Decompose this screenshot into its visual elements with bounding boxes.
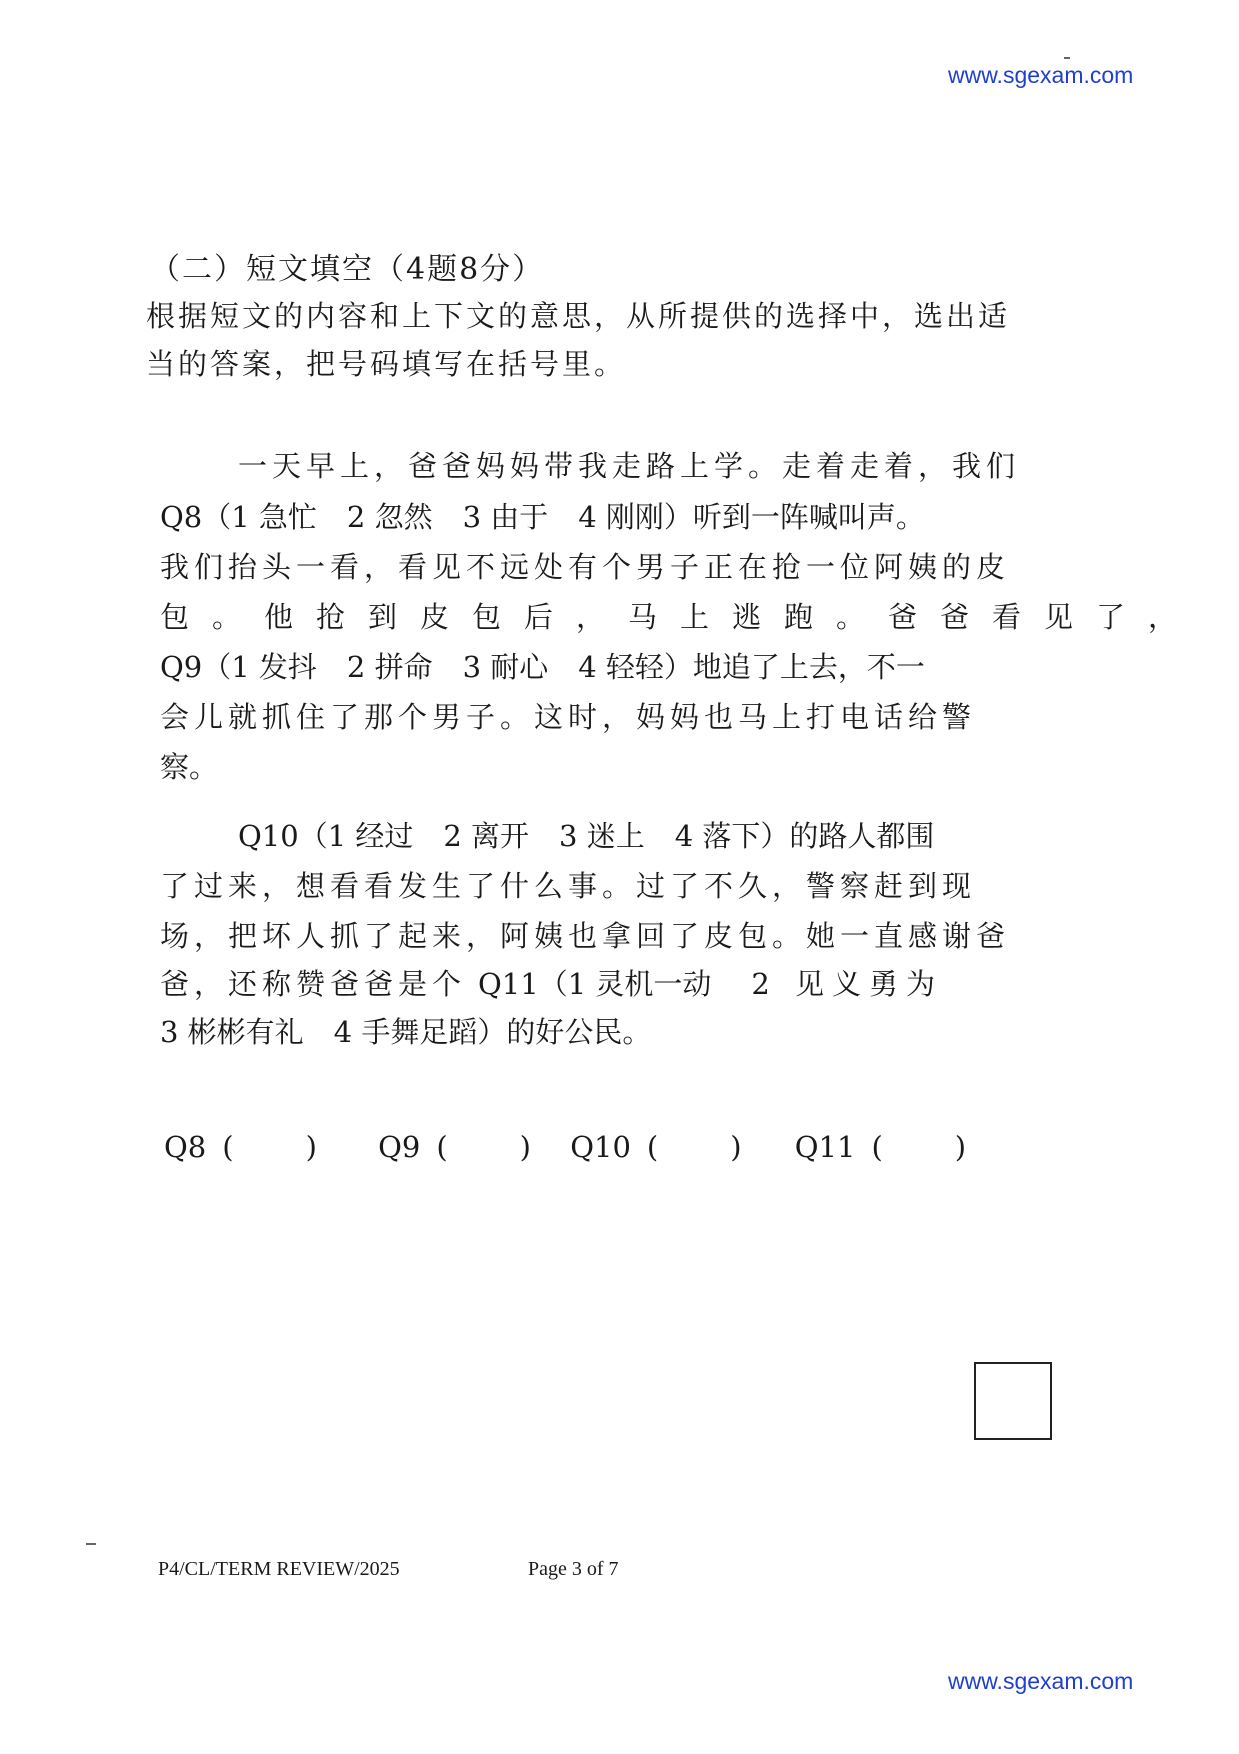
passage-text: 的好公民。: [506, 1015, 652, 1049]
passage-text: 听到一阵喊叫声。: [692, 500, 925, 534]
option: 4 落下）: [674, 819, 790, 853]
watermark-top: www.sgexam.com: [948, 62, 1134, 88]
option: （1 发抖: [202, 650, 317, 684]
option: 2 见义勇为: [751, 967, 944, 1001]
question-line-q9: [160, 645, 925, 686]
answer-close-paren: ): [954, 1130, 967, 1164]
question-line-q11-cont: [160, 1010, 651, 1051]
answer-close-paren: ): [305, 1130, 317, 1164]
option: 3 耐心: [462, 650, 549, 684]
question-label: Q8: [160, 500, 203, 534]
answer-label-q9: Q9: [378, 1130, 421, 1164]
option: （1 灵机一动: [538, 967, 712, 1001]
passage-line: 察。: [160, 750, 219, 784]
option: 2 离开: [443, 819, 530, 853]
passage-text: 的路人都围: [789, 819, 935, 853]
option: 4 轻轻）: [578, 650, 693, 684]
question-line-q10: [238, 814, 934, 855]
answer-close-paren: ): [519, 1130, 531, 1164]
passage-line: 我们抬头一看，看见不远处有个男子正在抢一位阿姨的皮: [160, 550, 1011, 584]
option: 2 拼命: [346, 650, 433, 684]
question-label: Q9: [160, 650, 203, 684]
question-line-q11: [160, 962, 943, 1003]
option: 2 忽然: [346, 500, 433, 534]
scan-mark: [86, 1543, 96, 1545]
option: 3 彬彬有礼: [160, 1015, 304, 1049]
answer-open-paren: (: [222, 1130, 234, 1164]
passage-text: 爸，还称赞爸爸是个: [160, 967, 467, 1001]
option: 3 迷上: [559, 819, 645, 853]
option: （1 经过: [298, 819, 414, 853]
instruction-line-2: 当的答案，把号码填写在括号里。: [146, 347, 627, 381]
question-label: Q11: [478, 967, 539, 1001]
answer-open-paren: (: [646, 1130, 659, 1164]
passage-line: 场，把坏人抓了起来，阿姨也拿回了皮包。她一直感谢爸: [160, 919, 1011, 953]
option: 4 手舞足蹈）: [333, 1015, 507, 1049]
passage-text: 地追了上去，不一: [692, 650, 925, 684]
answer-open-paren: (: [871, 1130, 883, 1164]
answer-label-q10: Q10: [570, 1130, 631, 1164]
watermark-bottom: www.sgexam.com: [948, 1668, 1134, 1694]
score-box[interactable]: [974, 1362, 1052, 1440]
option: 4 刚刚）: [578, 500, 693, 534]
answer-row: [164, 1130, 966, 1164]
question-label: Q10: [238, 819, 299, 853]
footer-paper-code: P4/CL/TERM REVIEW/2025: [158, 1558, 400, 1580]
answer-close-paren: ): [730, 1130, 742, 1164]
passage-line: 包。他抢到皮包后，马上逃跑。爸爸看见了，: [160, 600, 1201, 634]
option: 3 由于: [462, 500, 549, 534]
answer-label-q8: Q8: [164, 1130, 207, 1164]
footer-page-number: Page 3 of 7: [528, 1558, 619, 1580]
passage-line: 一天早上，爸爸妈妈带我走路上学。走着走着，我们: [238, 449, 1021, 483]
scan-mark: [1064, 57, 1070, 59]
section-title: （二）短文填空（4题8分）: [150, 252, 545, 287]
passage-line: 了过来，想看看发生了什么事。过了不久，警察赶到现: [160, 869, 977, 903]
answer-label-q11: Q11: [794, 1130, 856, 1164]
instruction-line-1: 根据短文的内容和上下文的意思，从所提供的选择中，选出适: [146, 299, 1011, 333]
answer-open-paren: (: [436, 1130, 448, 1164]
option: （1 急忙: [202, 500, 317, 534]
question-line-q8: [160, 495, 925, 536]
passage-line: 会儿就抓住了那个男子。这时，妈妈也马上打电话给警: [160, 700, 977, 734]
